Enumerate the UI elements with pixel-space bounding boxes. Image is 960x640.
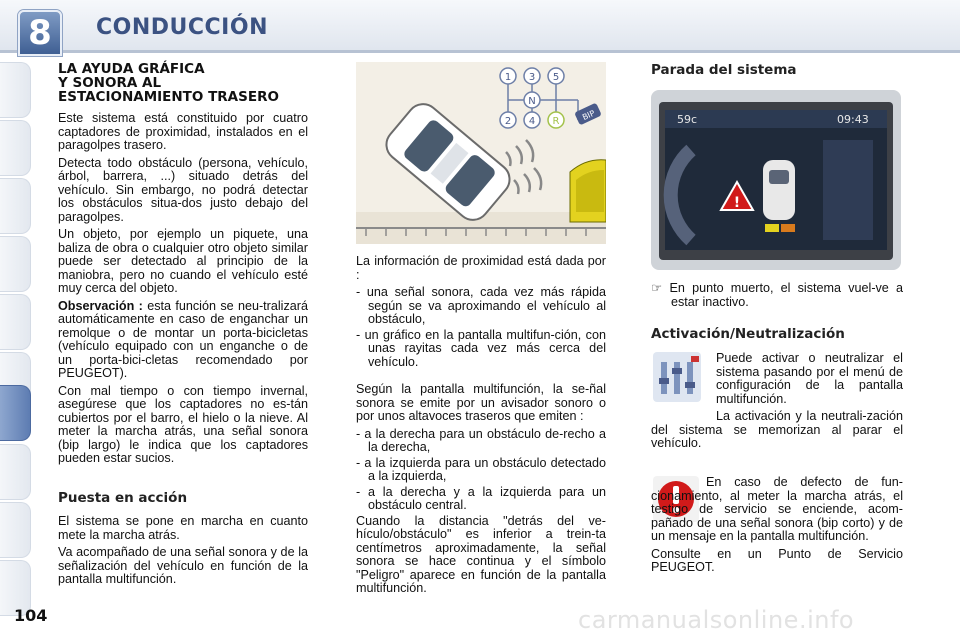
gear-label: 2 bbox=[504, 116, 512, 127]
gear-label: 5 bbox=[552, 72, 560, 83]
side-tab-3[interactable] bbox=[0, 178, 31, 234]
list-item: - a la derecha para un obstáculo de-recho a la derecha, bbox=[356, 426, 606, 454]
side-tab-4[interactable] bbox=[0, 236, 31, 292]
gear-label: 1 bbox=[504, 72, 512, 83]
signal-paragraph: Va acompañado de una señal sonora y de la señalización del vehículo en función de la pantalla multifunción. bbox=[58, 545, 308, 586]
parking-illustration bbox=[356, 62, 606, 244]
object-paragraph: Un objeto, por ejemplo un piquete, una baliza de obra o cualquier otro objeto similar puede ser detectado al principio de la maniobra, pero no cuando el vehículo esté muy cerca del objeto. bbox=[58, 227, 308, 295]
side-tab-2[interactable] bbox=[0, 120, 31, 176]
list-item: - a la izquierda para un obstáculo detectado a la izquierda, bbox=[356, 455, 606, 483]
proximity-intro: La información de proximidad está dada por : bbox=[356, 254, 606, 282]
activation-paragraph: Puede activar o neutralizar el sistema pasando por el menú de configuración de la pantalla multifunción. bbox=[716, 351, 903, 406]
observation-label: Observación : bbox=[58, 298, 143, 313]
title-stop: Parada del sistema bbox=[651, 62, 797, 78]
start-paragraph: El sistema se pone en marcha en cuanto mete la marcha atrás. bbox=[58, 514, 308, 542]
beep-label: BIP bbox=[580, 108, 597, 123]
middle-column bbox=[356, 255, 606, 600]
left-column bbox=[58, 62, 308, 591]
consult-paragraph: Consulte en un Punto de Servicio PEUGEOT. bbox=[651, 546, 903, 574]
warning-text bbox=[651, 476, 903, 579]
watermark: carmanualsonline.info bbox=[578, 606, 855, 634]
section-main-title: LA AYUDA GRÁFICA Y SONORA AL ESTACIONAMIENTO TRASERO bbox=[58, 61, 279, 105]
section-title-puesta: Puesta en acción bbox=[58, 489, 188, 506]
chapter-number: 8 bbox=[28, 13, 52, 53]
weather-paragraph: Con mal tiempo o con tiempo invernal, asegúrese que los captadores no es-tán cubiertos por el barro, el hielo o la nieve. Al meter la marcha atrás, una señal sonora (bip largo) le indica que los captadores pueden estar sucios. bbox=[58, 383, 308, 465]
detection-paragraph: Detecta todo obstáculo (persona, vehículo, árbol, barrera, ...) situado detrás del vehículo. Sin embargo, no podrá detectar los obstáculos situa-dos justo debajo del paragolpes. bbox=[58, 155, 308, 224]
car-topview-icon bbox=[763, 160, 795, 220]
distance-paragraph: Cuando la distancia "detrás del ve-hículo/obstáculo" es inferior a trein-ta centímetros aproximadamente, la señal sonora se hace continua y el símbolo "Peligro" aparece en función de la pantalla multifunción. bbox=[356, 513, 606, 595]
intro-paragraph: Este sistema está constituido por cuatro captadores de proximidad, instalados en el paragolpes trasero. bbox=[58, 111, 308, 152]
side-tab-5[interactable] bbox=[0, 294, 31, 350]
list-item: - una señal sonora, cada vez más rápida según se va aproximando el vehículo al obstáculo, bbox=[356, 285, 606, 326]
chapter-badge bbox=[18, 10, 62, 56]
warning-paragraph: En caso de defecto de fun-cionamiento, al meter la marcha atrás, el testigo de servicio se enciende, acom-pañado de una señal sonora (bip corto) y de un mensaje en la pantalla multifunción. bbox=[651, 475, 903, 543]
screen-time: 09:43 bbox=[837, 113, 869, 126]
speakers-intro: Según la pantalla multifunción, la se-ñal sonora se emite por un avisador sonoro o por unos altavoces traseros que emiten : bbox=[356, 382, 606, 423]
list-item: - a la derecha y a la izquierda para un obstáculo central. bbox=[356, 484, 606, 512]
page-number: 104 bbox=[14, 606, 48, 625]
list-item: - un gráfico en la pantalla multifun-ción, con unas rayitas cada vez más cerca del vehículo. bbox=[356, 327, 606, 369]
screen-readout: 59c bbox=[677, 113, 698, 126]
pointer-hand-icon: ☞ bbox=[651, 281, 670, 295]
header-divider bbox=[0, 50, 960, 53]
stop-note: ☞ En punto muerto, el sistema vuel-ve a estar inactivo. bbox=[651, 281, 903, 309]
gear-label: R bbox=[552, 116, 560, 127]
observation-paragraph: Observación : esta función se neu-tralizará automáticamente en caso de enganchar un remolque o de montar un porta-bicicletas (vehículo equipado con un enganche o de un porta-bici-cletas recomendado por PEUGEOT). bbox=[58, 298, 308, 380]
title-activation: Activación/Neutralización bbox=[651, 326, 845, 342]
gear-label: 3 bbox=[528, 72, 536, 83]
side-tab-8[interactable] bbox=[0, 444, 31, 500]
activation-text bbox=[651, 352, 903, 455]
side-tab-current[interactable] bbox=[0, 385, 31, 441]
svg-text:!: ! bbox=[733, 195, 741, 211]
side-tab-1[interactable] bbox=[0, 62, 31, 118]
gear-label: 4 bbox=[528, 116, 536, 127]
side-tab-9[interactable] bbox=[0, 502, 31, 558]
multifunction-screen bbox=[651, 90, 901, 270]
chapter-title: CONDUCCIÓN bbox=[96, 15, 268, 40]
gear-label: N bbox=[528, 96, 536, 107]
memory-paragraph: La activación y la neutrali-zación del sistema se memorizan al parar el vehículo. bbox=[651, 409, 903, 450]
